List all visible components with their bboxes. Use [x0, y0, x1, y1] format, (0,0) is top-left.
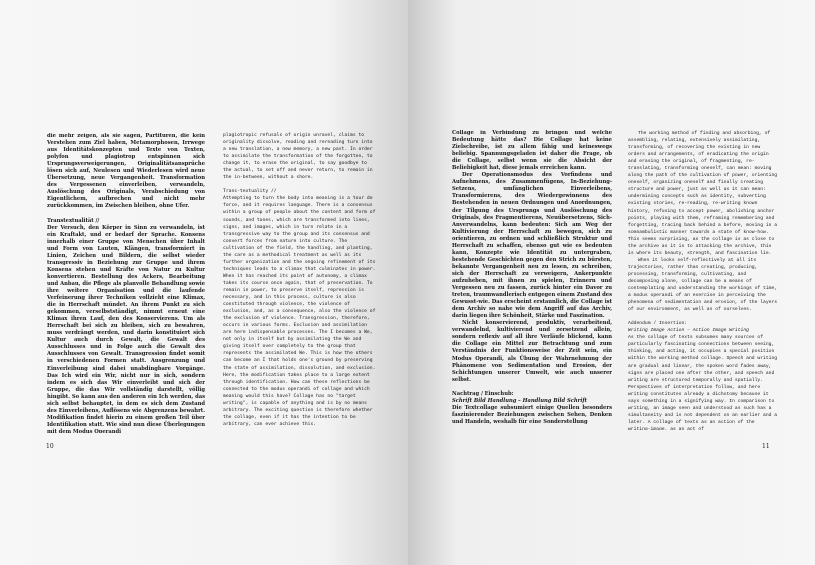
- paragraph-gap: [452, 384, 612, 391]
- paragraph: Der Operationsmodus des Vorfindens und Aufnehmens, des Zusammenfügens, In-Beziehung-Setzens, umfänglichen Einverleibens, Transformierens, des Wiedergewinnens des Bestehenden in neuen Ordnungen und Anordnungen, der Tilgung des Ursprungs und Auslöschung des Originals, des Fragmentierens, Neuübersetzens, Sich-Anverwandelns, kann bedeuten: Sich am Weg der Kultivierung der Herrschaft zu bewegen, sich zu orientieren, zu ordnen und schließlich Struktur und Herrschaft zu schaffen, ebenso gut wie es bedeuten kann, Konzepte wie Identität zu untergraben, bestehende Geschichten gegen den Strich zu bürsten, bekannte Vergangenheit neu zu lesen, zu schreiben, sich der Herrschaft zu verweigern, Ankerpunkte aufzuheben, mit ihnen zu spielen, Erinnern und Vergessen neu zu fassen, zurück hinter ein Davor zu treten, traumwandlerisch entgegen einem Zustand des Gewusst-wie. Das erscheint erstaunlich, die Collage ist dem Archiv so nahe wie dem Angriff auf das Archiv, darin liegen ihre Schönheit, Stärke und Faszination.: [452, 172, 612, 320]
- paragraph: die mehr zeigen, als sie sagen, Partituren, die kein Verstehen zum Ziel haben, Metamorphosen, Irrwege aus Identitätskonzepten und Texte von Texten, polyfon und plagiotrop entspinnen sich Ursprungsverweigerungen, Originalitätsansprüche lösen sich auf, Neulesen und Wiederlesen wird neue Übersetzung, neue Vergangenheit. Transformation des Vergessenen einverleiben, verwandeln, Auslöschung des Originals, Verabschiedung von Eigentlichem, aufbrechen und nicht mehr zurückkommen, im Zwischen bleiben, ohne Ufer.: [47, 133, 205, 210]
- paragraph: Writing Image Action – Action Image Writing: [628, 328, 749, 334]
- paragraph: Die Textcollage subsumiert einige Quellen besonders faszinierender Beziehungen zwischen Sehen, Denken und Handeln, weshalb für eine Sonderstellung: [452, 404, 612, 425]
- paragraph: Nicht konservierend, produktiv, verarbeitend, verwandelnd, kultivierend und zersetzend allein, sondern reflexiv auf all ihre Verläufe blickend, kann die Collage ein Mittel zur Betrachtung und zum Verständnis der Funktionsweise der Zeit sein, ein Modus Operandi, als Übung der Wahrnehmung der Phänomene von Sedimentation und Erosion, der Schichtungen unserer Umwelt, wie auch unserer selbst.: [452, 320, 612, 383]
- paragraph: Collage in Verbindung zu bringen und welche Bedeutung hätte das? Die Collage hat keine Zielschreibe, ist zu allem fähig und keineswegs beliebig. Spannungsgeladen ist daher die Frage, ob die Collage, selbst wenn sie die Absicht der Beliebigkeit hat, diese jemals erreichen kann.: [452, 130, 612, 172]
- paragraph: Addendum / Insertion:: [628, 321, 688, 327]
- paragraph: Der Versuch, den Körper in Sinn zu verwandeln, ist ein Kraftakt, und er bedarf der Sprache. Konsens innerhalb einer Gruppe von Menschen über Inhalt und Form von Lauten, Klängen, transformiert in Linien, Zeichen und Bildern, die selbst wieder transgressiv in Beziehung zur Gruppe und ihrem Konsens stehen und Kräfte von Natur zu Kultur konvertieren. Bestellung des Ackers, Bearbeitung und Anbau, die Pflege als planvolle Behandlung sowie ihre weitere Organisation und die laufende Verfeinerung ihrer Techniken vollzieht eine Klimax, die in Herrschaft mündet. An ihrem Punkt zu sich gekommen, verselbstständigt, nimmt erneut eine Klimax ihren Lauf, den des Konservierens. Um als Herrschaft bei sich zu bleiben, sich zu bewahren, muss verdrängt werden, und darin konstituiert sich Kultur auch durch Gewalt, die Gewalt des Ausschlusses und in Folge auch die Gewalt des Ausschlusses von Gewalt. Transgression findet somit in verschiedenen Formen statt. Ausgrenzung und Einverleibung sind dabei unabdingbare Vorgänge. Das Ich wird ein Wir, nicht nur in sich, sondern indem es sich das Wir einverleibt und sich der Gruppe, die das Wir vollständig darstellt, völlig hingibt. So kann aus den anderen ein Ich werden, das sich selbst behauptet, in dem es sich dem Zustand des Einverleibens, Auflösens wie Abgrenzens bewahrt. Modifikation findet hierin zu einem großen Teil über Identifikation statt. Wie sind nun diese Überlegungen mit dem Modus Operandi: [47, 224, 205, 433]
- german-text-column-right: [452, 130, 612, 430]
- paragraph: plagiotropic refusals of origin unravel, claims to originality dissolve, reading and rereading turn into a new translation, a new memory, a new past. In order to assimilate the transformation of the forgotten, to change it, to erase the original, to say goodbye to the actual, to set off and never return, to remain in the in-between, without a shore.: [223, 133, 373, 181]
- paragraph: Transtextualität //: [47, 217, 100, 224]
- page-number-left: 10: [46, 443, 54, 450]
- paragraph: Nachtrag / Einschub:: [452, 390, 514, 397]
- paragraph-gap: [47, 211, 205, 218]
- paragraph-gap: [628, 313, 778, 320]
- english-text-column-right: [628, 130, 778, 430]
- paragraph: Attempting to turn the body into meaning is a tour de force, and it requires language. There is a consensus within a group of people about the content and form of sounds, and tones, which are transformed into lines, signs, and images, which in turn relate in a transgressive way to the group and its consensus and convert forces from nature into culture. The cultivation of the field, the handling, and planting, the care as a methodical treatment as well as its further organization and the ongoing refinement of its techniques leads to a climax that culminates in power. When it has reached its point of autonomy, a climax takes its course once again, that of preservation. To remain in power, to preserve itself, repression is necessary, and in this process, culture is also constituted through violence, the violence of exclusion, and, as a consequence, also the violence of the exclusion of violence. Transgression, therefore, occurs in various forms. Exclusion and assimilation are here indispensable processes. The I becomes a We, not only in itself but by assimilating the We and giving itself over completely to the group that represents the assimilated We. This is how the others can become an I that holds one's ground by preserving the state of assimilation, dissolution, and exclusion. Here, the modification takes place to a large extent through identification. How can these reflections be connected to the modus operandi of collage and which meaning would this have? Collage has no "target writing", is capable of anything and is by no means arbitrary. The exciting question is therefore whether the collage, even if it has the intention to be arbitrary, can ever achieve this.: [223, 196, 376, 427]
- paragraph: When it looks self-reflectively at all its trajectories, rather than creating, producing, processing, transforming, cultivating, and decomposing alone, collage can be a means of contemplating and understanding the workings of time, a modus operandi of an exercise in perceiving the phenomena of sedimentation and erosion, of the layers of our environment, as well as of ourselves.: [628, 257, 778, 313]
- english-text-column-left: [223, 132, 377, 432]
- paragraph-gap: [223, 181, 377, 188]
- paragraph: Trans-textuality //: [223, 189, 277, 195]
- german-text-column-left: [47, 133, 205, 433]
- paragraph: As the collage of texts subsumes many sources of particularly fascinating connections between seeing, thinking, and acting, it occupies a special position within the working method collage. Speech and writing are gradual and linear, the spoken word fades away, signs are placed one after the other, and speech and writing are structured temporally and spatially. Perspectives of interpretation follow, and here writing constitutes already a dichotomy because it says something in a signifying way. In comparison to writing, an image seen and understood as such has a simultaneity and is not dependent on an earlier and a later. A collage of texts as an action of the writing-image, as an act of: [628, 335, 778, 430]
- paragraph: The working method of finding and absorbing, of assembling, relating, extensively assimilating, transforming, of recovering the existing in new orders and arrangements, of eradicating the origin and erasing the original, of fragmenting, re-translating, transforming oneself, can mean: moving along the path of the cultivation of power, orienting oneself, organizing oneself and finally creating structure and power, just as well as it can mean: undermining concepts such as identity, subverting existing stories, re-reading, re-writing known history, refusing to accept power, abolishing anchor points, playing with them, reframing remembering and forgetting, tracing back behind a before, moving in a somnambulistic manner towards a state of know-how. This seems surprising, as the collage is as close to the archive as it is to attacking the archive, this is where its beauty, strength, and fascination lie.: [628, 131, 778, 256]
- page-number-right: 11: [762, 443, 770, 450]
- paragraph: Schrift Bild Handlung – Handlung Bild Schrift: [452, 397, 587, 404]
